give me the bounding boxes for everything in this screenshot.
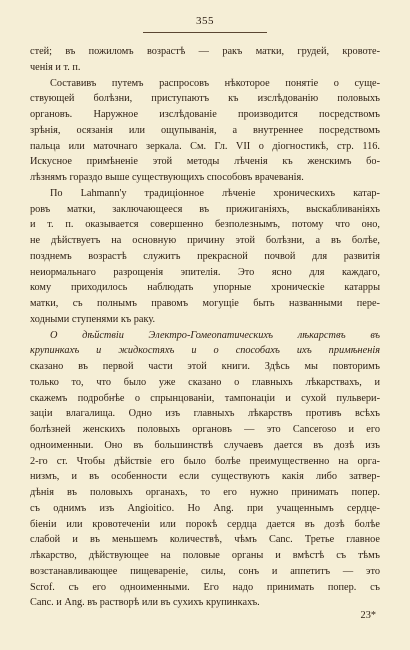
text-line: слабой и въ меньшемъ количествѣ, чѣмъ Canc. Третье главное bbox=[30, 534, 380, 546]
body-text bbox=[30, 44, 380, 611]
text-line: болѣзней женскихъ половыхъ органовъ — это Canceroso и его bbox=[30, 424, 380, 435]
page-number: 355 bbox=[196, 15, 214, 27]
section-heading-line bbox=[30, 343, 380, 359]
text-line: съ однимъ изъ Angioitico. Но Ang. при учащеннымъ сердце- bbox=[30, 502, 380, 514]
text-line: Искусное примѣненіе этой методы лѣченія къ женскимъ бо- bbox=[30, 156, 380, 168]
text-line: только то, что было уже сказано о главныхъ лѣкарствахъ, и bbox=[30, 376, 380, 388]
text-line: ченія и т. п. bbox=[30, 61, 81, 73]
text-line: сказано въ первой части этой книги. Здѣсь мы повторимъ bbox=[30, 361, 380, 372]
text-line: позднемъ возрастѣ служитъ прекрасной почвой для развитія bbox=[30, 250, 380, 262]
section-heading-italic: О дѣйствіи Электро-Гомеопатическихъ лѣкарствъ въ bbox=[50, 329, 380, 341]
section-heading-line bbox=[30, 328, 380, 344]
text-line: біеніи или кровотеченіи или порокѣ сердца дается въ дозѣ болѣе bbox=[30, 518, 380, 530]
text-line: ствующей болѣзни, приступаютъ къ изслѣдованію половыхъ bbox=[30, 93, 380, 105]
text-line: кому приходилось наблюдать упорные хроническіе катарры bbox=[30, 282, 380, 294]
text-line: Составивъ путемъ распросовъ нѣкоторое понятіе о суще- bbox=[50, 77, 380, 89]
text-line: одноименныи. Оно въ большинствѣ случаевъ дается въ дозѣ изъ bbox=[30, 439, 380, 451]
text-line: лѣкарство, дѣйствующее на половые органы и вмѣстѣ съ тѣмъ bbox=[30, 550, 380, 561]
text-line: пальца или маточнаго зеркала. См. Гл. VII о діогностикѣ, стр. 116. bbox=[30, 140, 380, 152]
text-line: неиормальнаго разрощенія эпителія. Это ясно для каждаго, bbox=[30, 266, 380, 278]
header-rule bbox=[143, 32, 267, 33]
text-line: и т. п. оказывается совершенно безполезнымъ, потому что оно, bbox=[30, 219, 380, 231]
text-line: заціи влагалища. Одно изъ главныхъ лѣкарствъ противъ всѣхъ bbox=[30, 408, 380, 420]
text-line: не дѣйствуетъ на основную причину этой болѣзни, а въ болѣе, bbox=[30, 235, 380, 246]
text-line: матки, съ полнымъ правомъ могущіе быть названными пере- bbox=[30, 298, 380, 309]
text-line: Scrof. съ его одноименными. Его надо принимать попер. съ bbox=[30, 581, 380, 593]
text-line: стей; въ пожиломъ возрастѣ — ракъ матки, грудей, кровоте- bbox=[30, 46, 380, 57]
text-line: ровъ матки, заключающееся въ прижиганіяхъ, выскабливаніяхъ bbox=[30, 203, 380, 215]
text-line: низмъ, и въ особенности если существуютъ какія либо затвер- bbox=[30, 471, 380, 483]
text-line: возстанавливающее пищевареніе, силы, сонъ и аппетитъ — это bbox=[30, 565, 380, 577]
text-line: дѣнія въ половыхъ органахъ, то его нужно принимать попер. bbox=[30, 487, 380, 498]
section-heading-italic: крупинкахъ и жидкостяхъ и о способахъ ихъ примѣненія bbox=[30, 345, 380, 357]
text-line: скажемъ подробнѣе о спрынцованіи, тампонаціи и сухой пульвери- bbox=[30, 392, 380, 404]
text-line: лѣзнямъ гораздо выше существующихъ способовъ врачеванія. bbox=[30, 172, 304, 183]
text-line: зрѣнія, осязанія или ощупыванія, а внутреннее посредствомъ bbox=[30, 124, 380, 136]
text-line: Canc. и Ang. въ растворѣ или въ сухихъ крупинкахъ. bbox=[30, 597, 260, 609]
printer-signature-mark: 23* bbox=[360, 610, 376, 621]
text-line: органовъ. Наружное изслѣдованіе производится посредствомъ bbox=[30, 109, 380, 120]
text-line: По Lahmann'y традиціонное лѣченіе хроническихъ катар- bbox=[50, 187, 380, 199]
text-line: 2-го ст. Чтобы дѣйствіе его было болѣе преимущественно на орга- bbox=[30, 455, 380, 467]
text-line: ходными ступенями къ раку. bbox=[30, 313, 156, 325]
